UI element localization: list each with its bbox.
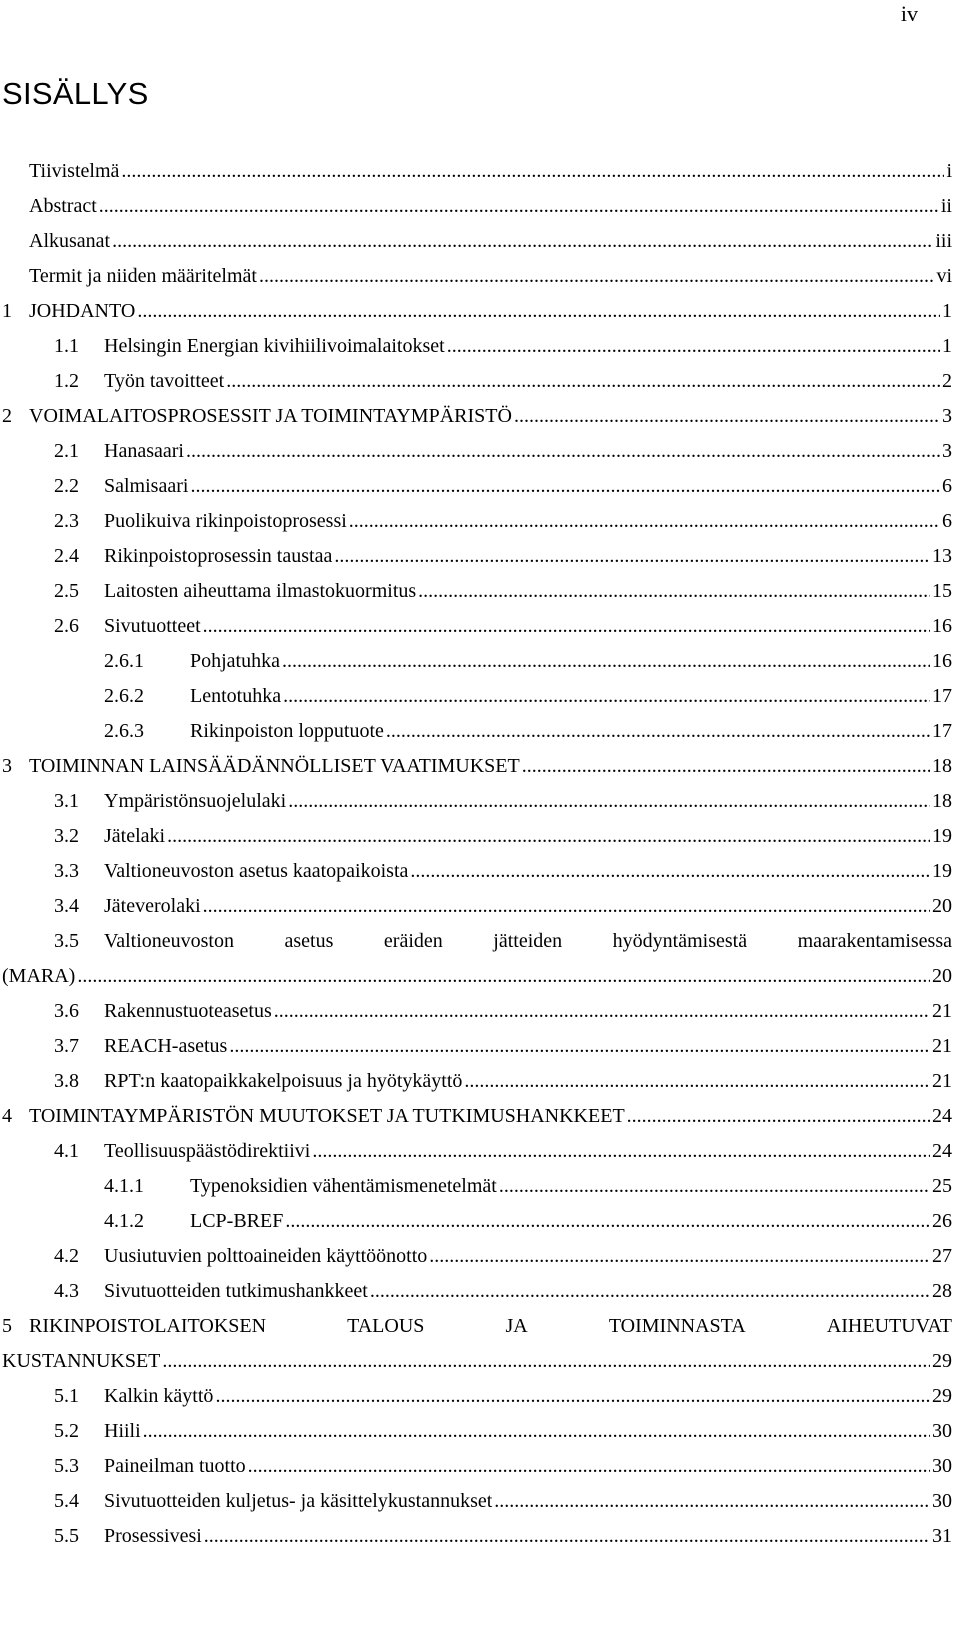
toc-entry-page: 29	[932, 1350, 952, 1372]
toc-leader-dots	[167, 825, 930, 848]
toc-entry-title: Työn tavoitteet	[104, 370, 225, 392]
toc-entry[interactable]	[2, 825, 952, 860]
toc-entry-page: 15	[932, 580, 952, 602]
toc-entry-number: 2.3	[54, 510, 79, 532]
toc-entry[interactable]	[2, 1525, 952, 1560]
toc-entry[interactable]	[2, 1105, 952, 1140]
toc-entry-number: 3.4	[54, 895, 79, 917]
toc-leader-dots	[283, 685, 930, 708]
toc-entry-number: 2.6	[54, 615, 79, 637]
toc-entry-page: 25	[932, 1175, 952, 1197]
toc-entry[interactable]	[2, 1315, 952, 1385]
toc-entry-title: Valtioneuvoston asetus eräiden jätteiden hyödyntämisestä maarakentamisessa	[104, 930, 952, 952]
toc-entry-title: Puolikuiva rikinpoistoprosessi	[104, 510, 347, 532]
toc-entry[interactable]	[2, 1490, 952, 1525]
toc-entry-title: TOIMINTAYMPÄRISTÖN MUUTOKSET JA TUTKIMUSHANKKEET	[29, 1105, 625, 1127]
toc-entry-number: 4.2	[54, 1245, 79, 1267]
toc-entry[interactable]	[2, 930, 952, 1000]
toc-entry-page: 21	[932, 1035, 952, 1057]
toc-entry-page: ii	[940, 195, 952, 217]
toc-entry-number: 4.3	[54, 1280, 79, 1302]
toc-entry[interactable]	[2, 440, 952, 475]
toc-entry-title: Sivutuotteiden tutkimushankkeet	[104, 1280, 368, 1302]
toc-entry-number: 3.3	[54, 860, 79, 882]
toc-leader-dots	[285, 1210, 930, 1233]
toc-entry-page: 1	[942, 335, 952, 357]
toc-leader-dots	[77, 965, 930, 988]
toc-entry[interactable]	[2, 1035, 952, 1070]
toc-entry-page: 17	[932, 720, 952, 742]
toc-leader-dots	[447, 335, 940, 358]
toc-entry-line	[2, 1350, 952, 1385]
toc-leader-dots	[143, 1420, 930, 1443]
toc-entry-title: Jäteverolaki	[104, 895, 201, 917]
toc-entry-title: Valtioneuvoston asetus kaatopaikoista	[104, 860, 409, 882]
toc-entry-title: Ympäristönsuojelulaki	[104, 790, 287, 812]
toc-leader-dots	[514, 405, 940, 428]
toc-heading: SISÄLLYS	[2, 76, 149, 111]
toc-leader-dots	[121, 160, 944, 183]
toc-leader-dots	[99, 195, 939, 218]
toc-entry-number: 3.7	[54, 1035, 79, 1057]
toc-entry-number: 1.2	[54, 370, 79, 392]
toc-entry[interactable]	[2, 1210, 952, 1245]
toc-entry-number: 2.5	[54, 580, 79, 602]
toc-entry-line	[54, 930, 952, 965]
toc-leader-dots	[418, 580, 930, 603]
toc-entry[interactable]	[2, 685, 952, 720]
toc-entry-title: JOHDANTO	[29, 300, 136, 322]
toc-entry-page: 20	[932, 965, 952, 987]
toc-entry[interactable]	[2, 1140, 952, 1175]
toc-entry-title: Uusiutuvien polttoaineiden käyttöönotto	[104, 1245, 428, 1267]
toc-entry-number: 5.4	[54, 1490, 79, 1512]
toc-entry-title: Prosessivesi	[104, 1525, 202, 1547]
toc-entry-page: vi	[936, 265, 952, 287]
toc-entry[interactable]	[2, 1175, 952, 1210]
toc-entry[interactable]	[2, 230, 952, 265]
toc-entry[interactable]	[2, 580, 952, 615]
toc-leader-dots	[429, 1245, 930, 1268]
toc-entry-number: 4	[2, 1105, 12, 1127]
toc-entry[interactable]	[2, 1070, 952, 1105]
toc-entry-page: 30	[932, 1455, 952, 1477]
toc-entry-number: 2.6.2	[104, 685, 144, 707]
toc-leader-dots	[204, 1525, 930, 1548]
toc-entry-page: 29	[932, 1385, 952, 1407]
toc-entry-number: 4.1.2	[104, 1210, 144, 1232]
toc-entry[interactable]	[2, 195, 952, 230]
toc-leader-dots	[288, 790, 930, 813]
toc-entry-page: i	[946, 160, 952, 182]
toc-entry-number: 2.1	[54, 440, 79, 462]
toc-entry-title: Rikinpoiston lopputuote	[190, 720, 384, 742]
toc-leader-dots	[334, 545, 930, 568]
toc-entry-title: Tiivistelmä	[29, 160, 120, 182]
toc-entry-title: Sivutuotteiden kuljetus- ja käsittelykustannukset	[104, 1490, 493, 1512]
toc-entry-number: 5.1	[54, 1385, 79, 1407]
toc-entry-title: RPT:n kaatopaikkakelpoisuus ja hyötykäyttö	[104, 1070, 463, 1092]
toc-leader-dots	[494, 1490, 930, 1513]
toc-entry[interactable]	[2, 335, 952, 370]
toc-entry-page: 6	[942, 475, 952, 497]
toc-entry-title: Hanasaari	[104, 440, 184, 462]
table-of-contents	[2, 160, 952, 1560]
toc-entry[interactable]	[2, 1385, 952, 1420]
toc-entry-title: Pohjatuhka	[190, 650, 280, 672]
toc-leader-dots	[162, 1350, 930, 1373]
toc-leader-dots	[464, 1070, 930, 1093]
toc-entry-title: Alkusanat	[29, 230, 111, 252]
toc-leader-dots	[386, 720, 930, 743]
toc-entry-title: VOIMALAITOSPROSESSIT JA TOIMINTAYMPÄRISTÖ	[29, 405, 512, 427]
toc-entry-number: 1.1	[54, 335, 79, 357]
toc-entry-title: Laitosten aiheuttama ilmastokuormitus	[104, 580, 417, 602]
toc-entry-page: 3	[942, 440, 952, 462]
toc-leader-dots	[259, 265, 934, 288]
toc-entry-page: 1	[942, 300, 952, 322]
toc-entry-page: 31	[932, 1525, 952, 1547]
toc-entry[interactable]	[2, 790, 952, 825]
toc-entry-number: 3.5	[54, 930, 79, 952]
toc-entry[interactable]	[2, 615, 952, 650]
toc-entry[interactable]	[2, 1000, 952, 1035]
toc-entry[interactable]	[2, 1280, 952, 1315]
toc-entry[interactable]	[2, 405, 952, 440]
toc-entry-number: 2.4	[54, 545, 79, 567]
toc-entry[interactable]	[2, 650, 952, 685]
toc-entry-title: LCP-BREF	[190, 1210, 284, 1232]
toc-entry-page: 3	[942, 405, 952, 427]
toc-entry-number: 5.2	[54, 1420, 79, 1442]
toc-entry-title: Sivutuotteet	[104, 615, 201, 637]
toc-entry-page: 20	[932, 895, 952, 917]
toc-entry-title: Jätelaki	[104, 825, 166, 847]
toc-entry[interactable]	[2, 895, 952, 930]
toc-entry-title-continued: KUSTANNUKSET	[2, 1350, 161, 1372]
toc-leader-dots	[410, 860, 930, 883]
toc-entry-page: 19	[932, 860, 952, 882]
toc-entry-page: 16	[932, 650, 952, 672]
toc-entry-number: 2.6.3	[104, 720, 144, 742]
toc-entry[interactable]	[2, 475, 952, 510]
toc-entry-page: 6	[942, 510, 952, 532]
toc-entry-page: 30	[932, 1420, 952, 1442]
page-number: iv	[900, 1, 918, 26]
toc-entry-page: iii	[935, 230, 952, 252]
toc-entry-page: 13	[932, 545, 952, 567]
toc-entry[interactable]	[2, 1455, 952, 1490]
toc-leader-dots	[137, 300, 940, 323]
toc-entry-page: 26	[932, 1210, 952, 1232]
toc-leader-dots	[370, 1280, 930, 1303]
toc-entry-number: 4.1	[54, 1140, 79, 1162]
toc-entry-title: Abstract	[29, 195, 97, 217]
toc-entry-number: 5.5	[54, 1525, 79, 1547]
toc-entry-page: 30	[932, 1490, 952, 1512]
toc-entry-page: 21	[932, 1070, 952, 1092]
toc-entry-title: RIKINPOISTOLAITOKSEN TALOUS JA TOIMINNASTA AIHEUTUVAT	[29, 1315, 952, 1337]
toc-entry-number: 3	[2, 755, 12, 777]
toc-leader-dots	[226, 370, 940, 393]
toc-entry-title: Paineilman tuotto	[104, 1455, 246, 1477]
toc-entry[interactable]	[2, 370, 952, 405]
toc-entry-page: 19	[932, 825, 952, 847]
toc-entry-title: Lentotuhka	[190, 685, 282, 707]
toc-entry-page: 28	[932, 1280, 952, 1302]
toc-entry[interactable]	[2, 860, 952, 895]
toc-entry-line	[2, 965, 952, 1000]
toc-entry[interactable]	[2, 545, 952, 580]
toc-entry-title: Hiili	[104, 1420, 141, 1442]
toc-entry-page: 27	[932, 1245, 952, 1267]
toc-entry-title: Termit ja niiden määritelmät	[29, 265, 257, 287]
toc-entry-number: 2.2	[54, 475, 79, 497]
toc-entry[interactable]	[2, 300, 952, 335]
toc-entry-title: Salmisaari	[104, 475, 189, 497]
toc-leader-dots	[215, 1385, 930, 1408]
toc-entry-page: 16	[932, 615, 952, 637]
toc-leader-dots	[112, 230, 933, 253]
toc-entry-page: 24	[932, 1105, 952, 1127]
toc-entry-number: 5	[2, 1315, 12, 1337]
toc-entry-number: 2.6.1	[104, 650, 144, 672]
toc-leader-dots	[349, 510, 940, 533]
toc-leader-dots	[282, 650, 930, 673]
toc-entry-page: 18	[932, 790, 952, 812]
toc-leader-dots	[522, 755, 930, 778]
toc-leader-dots	[203, 895, 930, 918]
toc-entry-title-continued: (MARA)	[2, 965, 76, 987]
toc-entry-number: 3.1	[54, 790, 79, 812]
toc-entry[interactable]	[2, 510, 952, 545]
toc-entry-number: 4.1.1	[104, 1175, 144, 1197]
toc-leader-dots	[186, 440, 940, 463]
toc-entry-page: 21	[932, 1000, 952, 1022]
toc-leader-dots	[627, 1105, 930, 1128]
toc-entry-title: Teollisuuspäästödirektiivi	[104, 1140, 311, 1162]
toc-leader-dots	[274, 1000, 930, 1023]
toc-entry-page: 18	[932, 755, 952, 777]
toc-entry-title: TOIMINNAN LAINSÄÄDÄNNÖLLISET VAATIMUKSET	[29, 755, 520, 777]
toc-leader-dots	[229, 1035, 930, 1058]
toc-entry-number: 5.3	[54, 1455, 79, 1477]
toc-entry-title: Kalkin käyttö	[104, 1385, 214, 1407]
toc-entry[interactable]	[2, 160, 952, 195]
toc-entry-title: Helsingin Energian kivihiilivoimalaitokset	[104, 335, 445, 357]
toc-entry-number: 3.2	[54, 825, 79, 847]
toc-leader-dots	[203, 615, 930, 638]
toc-entry-title: REACH-asetus	[104, 1035, 228, 1057]
toc-entry-title: Rikinpoistoprosessin taustaa	[104, 545, 333, 567]
toc-leader-dots	[312, 1140, 930, 1163]
toc-entry-number: 2	[2, 405, 12, 427]
toc-entry-title: Typenoksidien vähentämismenetelmät	[190, 1175, 497, 1197]
toc-entry[interactable]	[2, 1420, 952, 1455]
toc-leader-dots	[190, 475, 940, 498]
toc-entry-page: 17	[932, 685, 952, 707]
toc-entry[interactable]	[2, 265, 952, 300]
toc-entry[interactable]	[2, 720, 952, 755]
toc-entry-page: 2	[942, 370, 952, 392]
toc-entry[interactable]	[2, 1245, 952, 1280]
toc-entry-title: Rakennustuoteasetus	[104, 1000, 272, 1022]
toc-leader-dots	[248, 1455, 930, 1478]
toc-entry-number: 3.6	[54, 1000, 79, 1022]
toc-leader-dots	[499, 1175, 930, 1198]
toc-entry-line	[2, 1315, 952, 1350]
toc-entry[interactable]	[2, 755, 952, 790]
toc-entry-page: 24	[932, 1140, 952, 1162]
toc-entry-number: 3.8	[54, 1070, 79, 1092]
toc-entry-number: 1	[2, 300, 12, 322]
